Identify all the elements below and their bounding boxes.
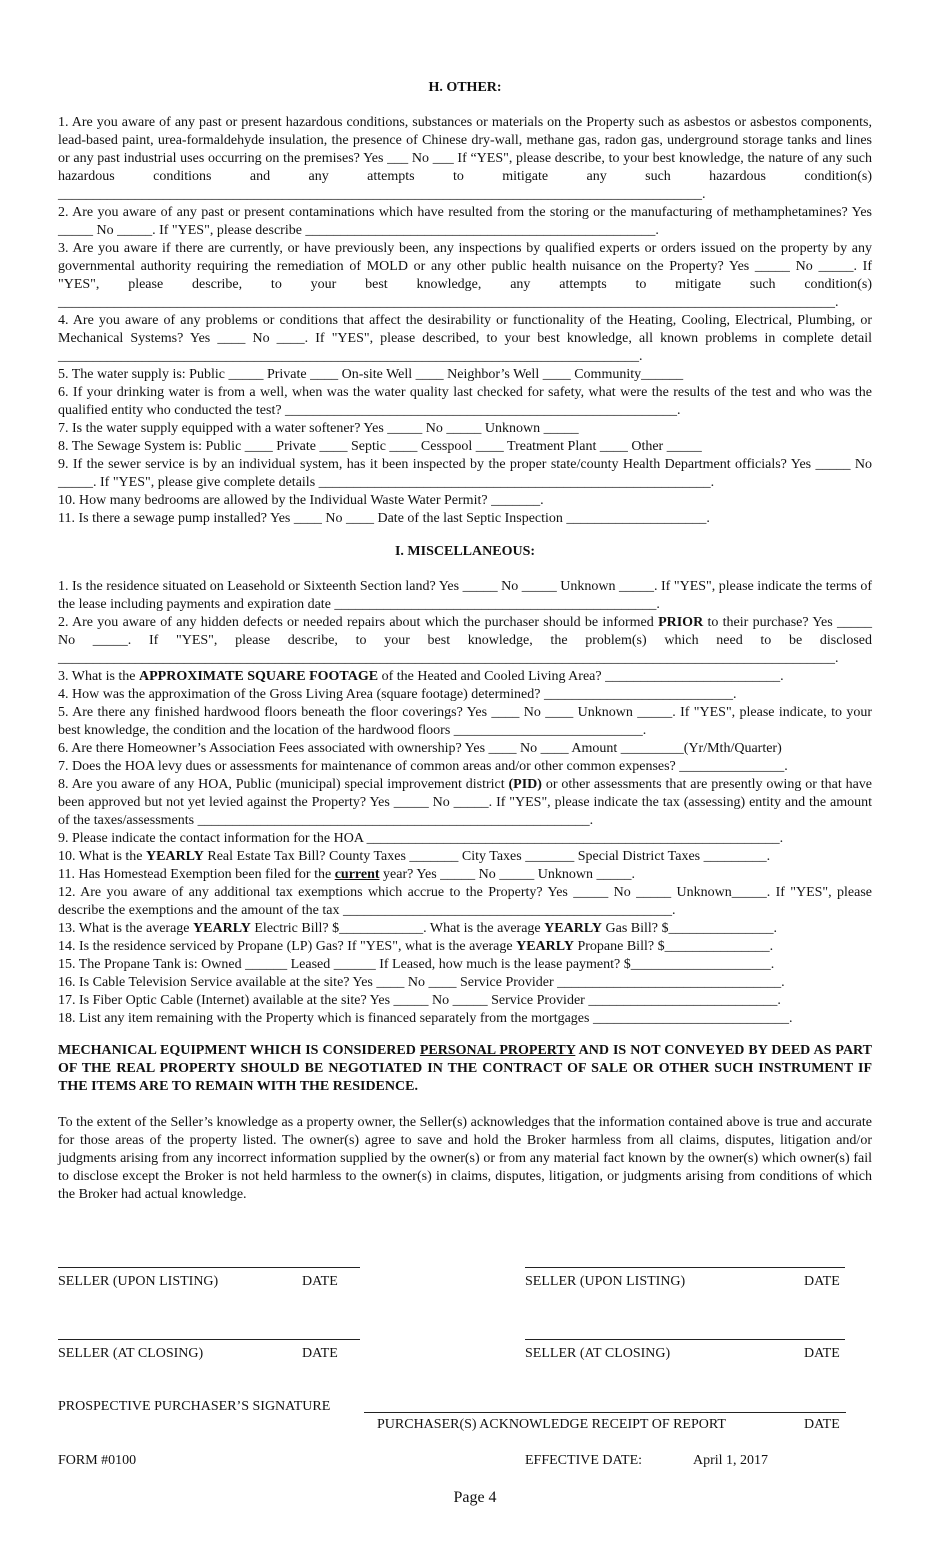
section-i-title: I. MISCELLANEOUS: <box>394 544 536 559</box>
seller-listing-signature-line-right[interactable] <box>525 1267 845 1268</box>
section-h-q2: 2. Are you aware of any past or present contaminations which have resulted from the storing or the manufacturing of methamphetamines? Yes _____ No _____. If "YES", please describe __________________________________________________. <box>58 205 872 238</box>
section-i-q7: 7. Does the HOA levy dues or assessments for maintenance of common areas and/or other common expenses? _______________. <box>58 759 788 774</box>
seller-closing-signature-line-right[interactable] <box>525 1339 845 1340</box>
purchaser-signature-label: PROSPECTIVE PURCHASER’S SIGNATURE <box>58 1399 331 1414</box>
section-h-q8: 8. The Sewage System is: Public ____ Private ____ Septic ____ Cesspool ____ Treatment Plant ____ Other _____ <box>58 439 702 454</box>
section-i-q6: 6. Are there Homeowner’s Association Fees associated with ownership? Yes ____ No ____ Amount _________(Yr/Mth/Quarter) <box>58 741 782 756</box>
purchaser-signature-line[interactable] <box>364 1412 846 1413</box>
section-i-q18: 18. List any item remaining with the Property which is financed separately from the mortgages ____________________________. <box>58 1011 793 1026</box>
seller-listing-label-right: SELLER (UPON LISTING) <box>525 1274 686 1289</box>
section-i-q17: 17. Is Fiber Optic Cable (Internet) available at the site? Yes _____ No _____ Service Provider ___________________________. <box>58 993 781 1008</box>
section-h-q3: 3. Are you aware if there are currently, or have previously been, any inspections by qualified experts or orders issued on the property by any governmental authority requiring the remediation of MOLD or any other public health nuisance on the Property? Yes _____ No _____. If "YES", please describe, to your best knowledge, any attempts to mitigate such condition(s) _______________________________________________________________________________________________________________. <box>58 241 872 310</box>
section-h-q11: 11. Is there a sewage pump installed? Yes ____ No ____ Date of the last Septic Inspection ____________________. <box>58 511 710 526</box>
section-h-q9: 9. If the sewer service is by an individual system, has it been inspected by the proper state/county Health Department officials? Yes _____ No _____. If "YES", please give complete details ________________________________________________________. <box>58 457 872 490</box>
section-h-q4: 4. Are you aware of any problems or conditions that affect the desirability or functionality of the Heating, Cooling, Electrical, Plumbing, or Mechanical Systems? Yes ____ No ____. If "YES", please described, to your best knowledge, all known problems in complete detail ___________________________________________________________________________________. <box>58 313 872 364</box>
seller-acknowledgment: To the extent of the Seller’s knowledge as a property owner, the Seller(s) acknowledges that the information contained above is true and accurate for those areas of the property listed. The owner(s) agree to save and hold the Broker harmless from all claims, disputes, litigation and/or judgments arising from any incorrect information supplied by the owner(s) or from any material fact known by the owner(s) which owner(s) fail to disclose except the Broker is not held harmless to the owner(s) in claims, disputes, litigation, or judgments arising from conditions of which the Broker had actual knowledge. <box>58 1115 872 1202</box>
section-i-q5: 5. Are there any finished hardwood floors beneath the floor coverings? Yes ____ No ____ Unknown _____. If "YES", please indicate, to your best knowledge, the condition and the location of the hardwood floors ___________________________. <box>58 705 872 738</box>
seller-closing-date-right: DATE <box>804 1346 840 1361</box>
seller-listing-date-left: DATE <box>302 1274 338 1289</box>
section-i-q1: 1. Is the residence situated on Leasehold or Sixteenth Section land? Yes _____ No _____ Unknown _____. If "YES", please indicate the terms of the lease including payments and expiration date ______________________________________________. <box>58 579 872 612</box>
effective-date-value: April 1, 2017 <box>693 1453 769 1468</box>
section-i-q2: 2. Are you aware of any hidden defects or needed repairs about which the purchaser should be informed PRIOR to their purchase? Yes _____ No _____. If "YES", please describe, to your best knowledge, the problem(s) which need to be disclosed _______________________________________________________________________________________________________________. <box>58 615 873 666</box>
section-h-q10: 10. How many bedrooms are allowed by the Individual Waste Water Permit? _______. <box>58 493 544 508</box>
seller-closing-label-right: SELLER (AT CLOSING) <box>525 1346 671 1361</box>
section-h-q1: 1. Are you aware of any past or present hazardous conditions, substances or materials on the Property such as asbestos or asbestos components, lead-based paint, urea-formaldehyde insulation, the presence of Chinese dry-wall, methane gas, radon gas, underground storage tanks and lines or any past industrial uses occurring on the premises? Yes ___ No ___ If “YES", please describe, to your best knowledge, the nature of any such hazardous conditions and any attempts to mitigate any such hazardous condition(s) ____________________________________________________________________________________________. <box>58 115 872 202</box>
page-number: Page 4 <box>453 1489 497 1506</box>
section-i-q9: 9. Please indicate the contact information for the HOA ___________________________________________________________. <box>58 831 784 846</box>
section-i-q16: 16. Is Cable Television Service available at the site? Yes ____ No ____ Service Provider ________________________________. <box>58 975 785 990</box>
section-h-q7: 7. Is the water supply equipped with a water softener? Yes _____ No _____ Unknown _____ <box>58 421 579 436</box>
section-i-q13: 13. What is the average YEARLY Electric Bill? $____________. What is the average YEARLY Gas Bill? $_______________. <box>58 921 777 936</box>
seller-closing-label-left: SELLER (AT CLOSING) <box>58 1346 204 1361</box>
seller-listing-signature-line-left[interactable] <box>58 1267 360 1268</box>
effective-date-label: EFFECTIVE DATE: <box>525 1453 643 1468</box>
section-i-q14: 14. Is the residence serviced by Propane (LP) Gas? If "YES", what is the average YEARLY Propane Bill? $_______________. <box>58 939 774 954</box>
purchaser-ack-label: PURCHASER(S) ACKNOWLEDGE RECEIPT OF REPORT <box>377 1417 726 1432</box>
purchaser-ack-date: DATE <box>804 1417 840 1432</box>
section-i-q11: 11. Has Homestead Exemption been filed for the current year? Yes _____ No _____ Unknown _____. <box>58 867 636 882</box>
section-i-q3: 3. What is the APPROXIMATE SQUARE FOOTAGE of the Heated and Cooled Living Area? _________________________. <box>58 669 784 684</box>
section-h-questions <box>58 114 872 528</box>
section-i-q10: 10. What is the YEARLY Real Estate Tax Bill? County Taxes _______ City Taxes _______ Special District Taxes _________. <box>58 849 771 864</box>
section-h-title: H. OTHER: <box>428 80 502 95</box>
section-i-q4: 4. How was the approximation of the Gross Living Area (square footage) determined? ___________________________. <box>58 687 737 702</box>
seller-listing-date-right: DATE <box>804 1274 840 1289</box>
section-h-q6: 6. If your drinking water is from a well, when was the water quality last checked for safety, what were the results of the test and who was the qualified entity who conducted the test? ________________________________________________________. <box>58 385 872 418</box>
seller-closing-signature-line-left[interactable] <box>58 1339 360 1340</box>
section-h-q5: 5. The water supply is: Public _____ Private ____ On-site Well ____ Neighbor’s Well ____ Community______ <box>58 367 684 382</box>
section-i-q8: 8. Are you aware of any HOA, Public (municipal) special improvement district (PID) or other assessments that are presently owing or that have been approved but not yet levied against the Property? Yes _____ No _____. If "YES", please indicate the tax (assessing) entity and the amount of the taxes/assessments ________________________________________________________. <box>58 777 873 828</box>
section-i-questions <box>58 578 872 1028</box>
seller-closing-date-left: DATE <box>302 1346 338 1361</box>
personal-property-warning: MECHANICAL EQUIPMENT WHICH IS CONSIDERED PERSONAL PROPERTY AND IS NOT CONVEYED BY DEED AS PART OF THE REAL PROPERTY SHOULD BE NEGOTIATED IN THE CONTRACT OF SALE OR OTHER SUCH INSTRUMENT IF THE ITEMS ARE TO REMAIN WITH THE RESIDENCE. <box>58 1043 873 1094</box>
form-number: FORM #0100 <box>58 1453 137 1468</box>
seller-listing-label-left: SELLER (UPON LISTING) <box>58 1274 219 1289</box>
section-i-q15: 15. The Propane Tank is: Owned ______ Leased ______ If Leased, how much is the lease payment? $____________________. <box>58 957 775 972</box>
section-i-q12: 12. Are you aware of any additional tax exemptions which accrue to the Property? Yes _____ No _____ Unknown_____. If "YES", please describe the exemptions and the amount of the tax _______________________________________________. <box>58 885 872 918</box>
